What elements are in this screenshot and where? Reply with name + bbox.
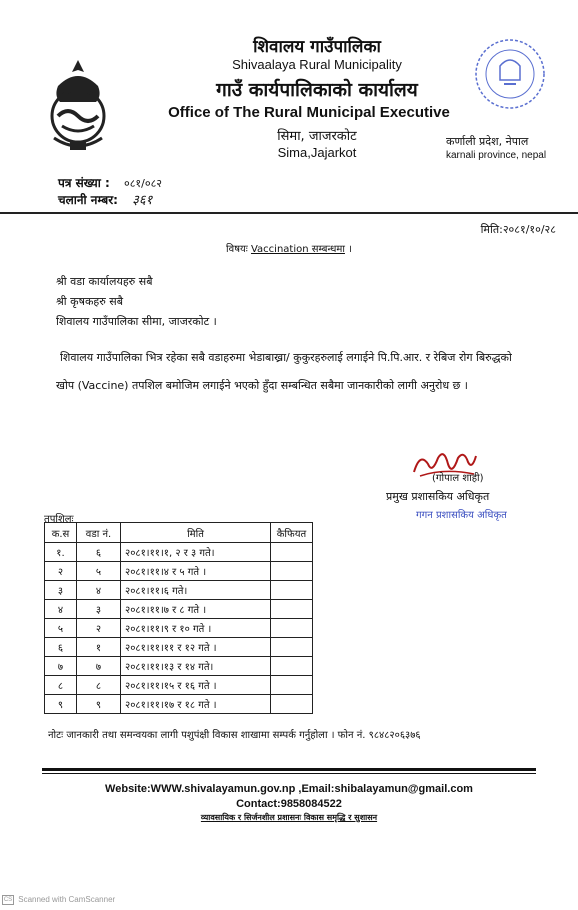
office-name-nepali: गाउँ कार्यपालिकाको कार्यालय xyxy=(216,79,418,101)
cell-sn: ६ xyxy=(45,638,77,657)
cell-sn: ८ xyxy=(45,676,77,695)
column-header-sn: क.स xyxy=(45,523,77,543)
cell-date: २०८१।११।६ गते। xyxy=(121,581,271,600)
column-header-ward: वडा नं. xyxy=(77,523,121,543)
cell-ward: ४ xyxy=(77,581,121,600)
cell-ward: ५ xyxy=(77,562,121,581)
subject-line xyxy=(0,241,578,255)
cell-sn: ३ xyxy=(45,581,77,600)
cell-remarks xyxy=(271,657,313,676)
province-nepali: कर्णाली प्रदेश, नेपाल xyxy=(446,135,529,148)
dispatch-number-row xyxy=(58,190,152,208)
cell-date: २०८१।११।११ र १२ गते । xyxy=(121,638,271,657)
table-row xyxy=(45,600,313,619)
cell-ward: ७ xyxy=(77,657,121,676)
reference-value: ०८१/०८२ xyxy=(123,177,163,190)
cell-remarks xyxy=(271,676,313,695)
watermark-text: Scanned with CamScanner xyxy=(18,895,116,905)
cell-remarks xyxy=(271,543,313,562)
cell-ward: २ xyxy=(77,619,121,638)
cell-remarks xyxy=(271,695,313,714)
table-row xyxy=(45,676,313,695)
dispatch-value: ३६१ xyxy=(132,193,153,208)
table-row xyxy=(45,619,313,638)
location-english: Sima,Jajarkot xyxy=(277,145,357,160)
cell-sn: १. xyxy=(45,543,77,562)
subject-prefix: विषयः xyxy=(226,244,248,255)
signatory-stamp: गगन प्रशासकिय अधिकृत xyxy=(416,510,507,521)
cell-sn: २ xyxy=(45,562,77,581)
table-row xyxy=(45,581,313,600)
footer-divider-thin xyxy=(42,773,536,774)
municipality-name-nepali: शिवालय गाउँपालिका xyxy=(253,37,381,57)
signatory-title: प्रमुख प्रशासकिय अधिकृत xyxy=(386,490,490,503)
footer-slogan: व्यावसायिक र सिर्जनशील प्रशासनः विकास समृद्धि र सुशासन xyxy=(200,813,378,822)
signatory-name: (गोपाल शाही) xyxy=(432,473,484,484)
cell-date: २०८१।११।४ र ५ गते । xyxy=(121,562,271,581)
cell-remarks xyxy=(271,581,313,600)
table-row xyxy=(45,638,313,657)
table-header-row xyxy=(45,523,313,543)
cell-sn: ९ xyxy=(45,695,77,714)
addressee-line: श्री कृषकहरु सबै xyxy=(56,295,124,308)
cell-remarks xyxy=(271,562,313,581)
table-row xyxy=(45,695,313,714)
subject-suffix: । xyxy=(348,244,352,255)
camscanner-icon: CS xyxy=(3,897,13,903)
reference-label: पत्र संख्या : xyxy=(58,176,110,190)
dispatch-label: चलानी नम्बर: xyxy=(58,193,118,207)
letter-body: शिवालय गाउँपालिका भित्र रहेका सबै वडाहरुमा भेडाबाख्रा/ कुकुरहरुलाई लगाईने पि.पि.आर. र रेबिज रोग बिरुद्धको खोप (Vaccine) तपशिल बमोजिम लगाईने भएको हुँदा सम्बन्धित सबैमा जानकारीको लागी अनुरोध छ । xyxy=(56,351,512,392)
table-row xyxy=(45,543,313,562)
vaccination-schedule-table xyxy=(44,522,313,714)
cell-remarks xyxy=(271,600,313,619)
cell-ward: ६ xyxy=(77,543,121,562)
cell-sn: ५ xyxy=(45,619,77,638)
contact-note: नोटः जानकारी तथा समन्वयका लागी पशुपंक्षी विकास शाखामा सम्पर्क गर्नुहोला । फोन नं. ९८४८२०६३७६ xyxy=(48,730,421,741)
reference-number-row xyxy=(58,174,162,191)
province-english: karnali province, nepal xyxy=(446,150,547,161)
office-name-english: Office of The Rural Municipal Executive xyxy=(168,104,450,121)
column-header-remarks: कैफियत xyxy=(271,523,313,543)
cell-date: २०८१।११।९ र १० गते । xyxy=(121,619,271,638)
cell-ward: १ xyxy=(77,638,121,657)
column-header-date: मिति xyxy=(121,523,271,543)
cell-ward: ८ xyxy=(77,676,121,695)
letter-date: मिति:२०८१/१०/२८ xyxy=(480,223,556,236)
schedule-title: तपशिलः xyxy=(44,514,74,525)
cell-date: २०८१।११।७ र ८ गते । xyxy=(121,600,271,619)
footer-website-email: Website:WWW.shivalayamun.gov.np ,Email:shibalayamun@gmail.com xyxy=(105,783,473,795)
scanner-watermark xyxy=(2,895,115,905)
cell-remarks xyxy=(271,638,313,657)
footer-divider-thick xyxy=(42,768,536,771)
location-nepali: सिमा, जाजरकोट xyxy=(277,129,357,144)
addressee-line: शिवालय गाउँपालिका सीमा, जाजरकोट । xyxy=(56,315,217,328)
cell-ward: ३ xyxy=(77,600,121,619)
cell-date: २०८१।११।१५ र १६ गते । xyxy=(121,676,271,695)
cell-date: २०८१।११।१७ र १८ गते । xyxy=(121,695,271,714)
cell-date: २०८१।११।१३ र १४ गते। xyxy=(121,657,271,676)
cell-sn: ४ xyxy=(45,600,77,619)
table-row xyxy=(45,562,313,581)
footer-contact: Contact:9858084522 xyxy=(236,798,342,810)
header-divider xyxy=(0,212,578,214)
subject-text: Vaccination सम्बन्धमा xyxy=(250,244,345,255)
cell-remarks xyxy=(271,619,313,638)
table-row xyxy=(45,657,313,676)
addressee-line: श्री वडा कार्यालयहरु सबै xyxy=(56,275,153,288)
cell-date: २०८१।११।१, २ र ३ गते। xyxy=(121,543,271,562)
cell-ward: ९ xyxy=(77,695,121,714)
municipality-name-english: Shivaalaya Rural Municipality xyxy=(232,57,402,72)
cell-sn: ७ xyxy=(45,657,77,676)
